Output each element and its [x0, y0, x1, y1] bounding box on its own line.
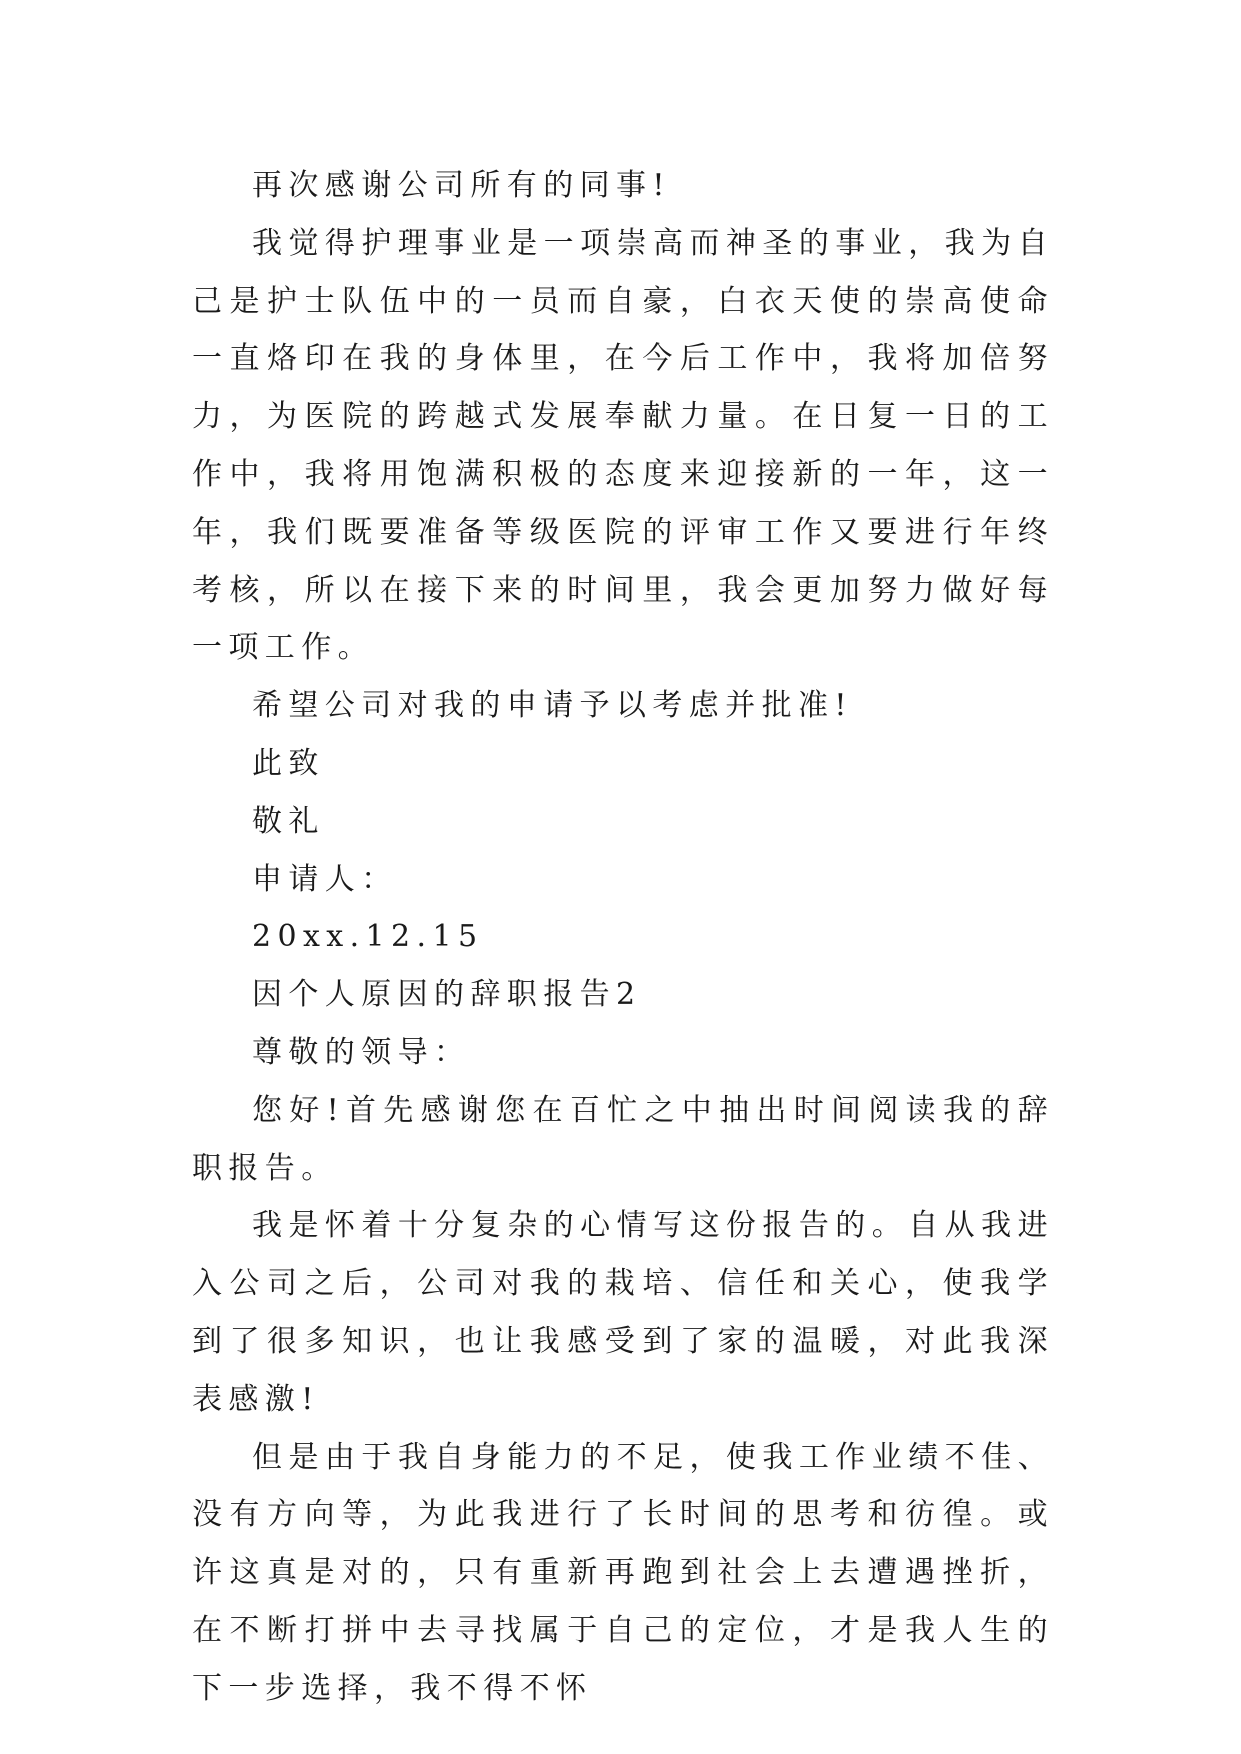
- paragraph-thanks-again: 再次感谢公司所有的同事!: [252, 168, 671, 203]
- paragraph-insufficient-ability: 但是由于我自身能力的不足，使我工作业绩不佳、没有方向等，为此我进行了长时间的思考和彷徨。或许这真是对的，只有重新再跑到社会上去遭遇挫折，在不断打拼中去寻找属于自己的定位，才是我人生的下一步选择，我不得不怀: [192, 1439, 1054, 1706]
- document-body: [192, 157, 1054, 1718]
- section-title: 因个人原因的辞职报告2: [252, 977, 642, 1013]
- paragraph-complex-feelings: 我是怀着十分复杂的心情写这份报告的。自从我进入公司之后，公司对我的栽培、信任和关心，使我学到了很多知识，也让我感受到了家的温暖，对此我深表感激!: [192, 1208, 1054, 1417]
- applicant-label: 申请人：: [252, 861, 398, 897]
- paragraph-request-approval: 希望公司对我的申请予以考虑并批准!: [252, 688, 853, 724]
- paragraph-greeting: 您好!首先感谢您在百忙之中抽出时间阅读我的辞职报告。: [192, 1092, 1054, 1186]
- salutation: 尊敬的领导：: [252, 1034, 471, 1070]
- closing-cizhi: 此致: [252, 745, 325, 781]
- paragraph-nursing-career: 我觉得护理事业是一项崇高而神圣的事业，我为自己是护士队伍中的一员而自豪，白衣天使的崇高使命一直烙印在我的身体里，在今后工作中，我将加倍努力，为医院的跨越式发展奉献力量。在日复一日的工作中，我将用饱满积极的态度来迎接新的一年，这一年，我们既要准备等级医院的评审工作又要进行年终考核，所以在接下来的时间里，我会更加努力做好每一项工作。: [192, 225, 1054, 666]
- letter-date: 20xx.12.15: [252, 919, 484, 955]
- closing-jingli: 敬礼: [252, 803, 325, 839]
